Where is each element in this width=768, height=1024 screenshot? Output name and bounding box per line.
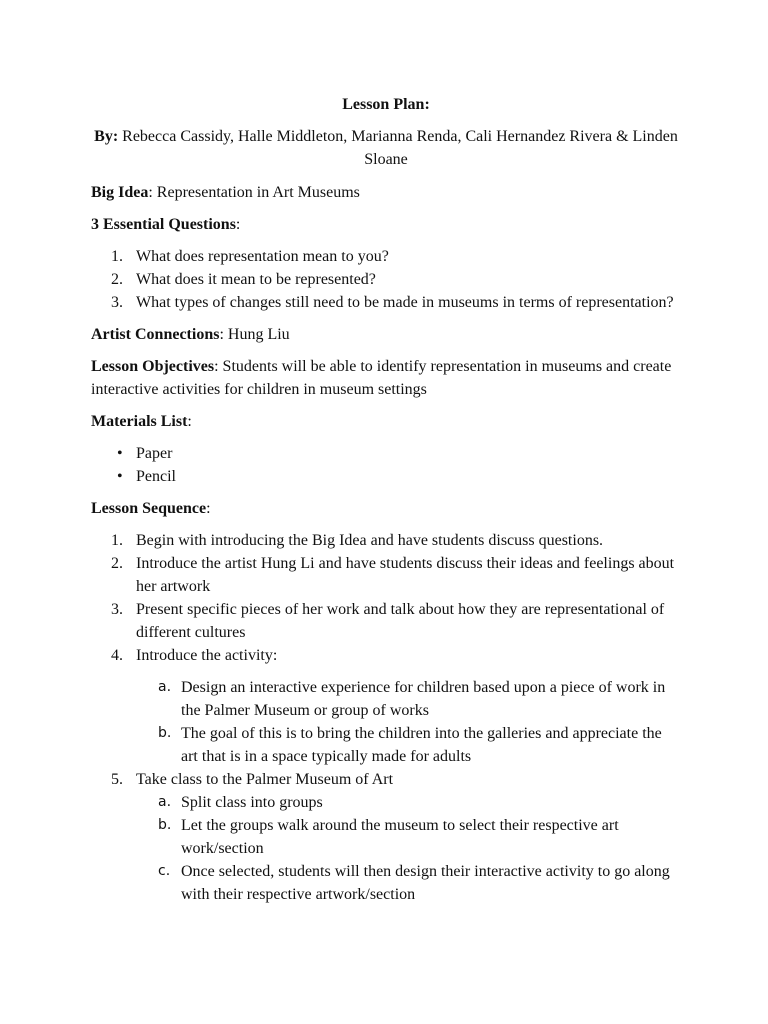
sub-list-item-text: The goal of this is to bring the children into the galleries and appreciate the art that is in a space typically made for adults bbox=[181, 725, 662, 765]
essential-questions-list bbox=[91, 245, 681, 314]
sub-list-activity bbox=[91, 676, 681, 768]
sub-list-item bbox=[91, 676, 681, 722]
list-item-text: Introduce the artist Hung Li and have students discuss their ideas and feelings about her artwork bbox=[136, 555, 675, 595]
sub-list-item-text: Design an interactive experience for children based upon a piece of work in the Palmer Museum or group of works bbox=[181, 679, 666, 719]
list-item bbox=[91, 245, 681, 268]
artist-connections bbox=[91, 323, 681, 346]
byline bbox=[91, 125, 681, 171]
list-item bbox=[91, 291, 681, 314]
sub-list-item bbox=[91, 722, 681, 768]
list-item-text: Present specific pieces of her work and talk about how they are representational of different cultures bbox=[136, 601, 665, 641]
sub-list-marker: a. bbox=[158, 679, 172, 695]
list-marker: 1. bbox=[111, 532, 123, 549]
list-item-text: What does it mean to be represented? bbox=[136, 271, 376, 288]
list-item-text: Paper bbox=[136, 445, 173, 462]
big-idea bbox=[91, 181, 681, 204]
list-item-text: What types of changes still need to be made in museums in terms of representation? bbox=[136, 294, 674, 311]
list-item bbox=[91, 465, 681, 488]
artist-connections-text: : Hung Liu bbox=[219, 326, 290, 343]
document-page bbox=[91, 93, 681, 906]
sub-list-marker: a. bbox=[158, 794, 172, 810]
materials-list bbox=[91, 442, 681, 488]
materials-label: Materials List bbox=[91, 413, 188, 430]
author-names: Rebecca Cassidy, Halle Middleton, Marianna Renda, Cali Hernandez Rivera & Linden Sloane bbox=[122, 128, 678, 168]
lesson-objectives-label: Lesson Objectives bbox=[91, 358, 215, 375]
lesson-sequence-label: Lesson Sequence bbox=[91, 500, 207, 517]
list-item bbox=[91, 268, 681, 291]
sub-list-item bbox=[91, 791, 681, 814]
sub-list-marker: b. bbox=[158, 725, 172, 741]
list-marker: 1. bbox=[111, 248, 123, 265]
sub-list-item-text: Split class into groups bbox=[181, 794, 323, 811]
materials-heading bbox=[91, 410, 681, 433]
sub-list-item bbox=[91, 814, 681, 860]
lesson-objectives bbox=[91, 355, 681, 401]
lesson-objectives-text: : Students will be able to identify representation in museums and create interactive activities for children in museum settings bbox=[91, 358, 672, 398]
big-idea-text: : Representation in Art Museums bbox=[148, 184, 360, 201]
list-item-text: Pencil bbox=[136, 468, 176, 485]
list-marker: 3. bbox=[111, 601, 123, 618]
list-item bbox=[91, 644, 681, 667]
list-item bbox=[91, 442, 681, 465]
list-marker: 3. bbox=[111, 294, 123, 311]
list-item bbox=[91, 552, 681, 598]
sub-list-marker: b. bbox=[158, 817, 172, 833]
essential-questions-label: 3 Essential Questions bbox=[91, 216, 236, 233]
heading-colon: : bbox=[235, 216, 241, 233]
list-item bbox=[91, 598, 681, 644]
bullet-icon: • bbox=[117, 468, 123, 485]
list-marker: 5. bbox=[111, 771, 123, 788]
lesson-sequence-heading bbox=[91, 497, 681, 520]
big-idea-label: Big Idea bbox=[91, 184, 149, 201]
sub-list-item-text: Let the groups walk around the museum to select their respective art work/section bbox=[181, 817, 619, 857]
sub-list-marker: c. bbox=[158, 863, 171, 879]
heading-colon: : bbox=[187, 413, 192, 430]
lesson-sequence-list-continued bbox=[91, 768, 681, 791]
list-item bbox=[91, 529, 681, 552]
sub-list-item-text: Once selected, students will then design their interactive activity to go along with their respective artwork/section bbox=[181, 863, 670, 903]
list-item-text: What does representation mean to you? bbox=[136, 248, 389, 265]
page-title: Lesson Plan: bbox=[342, 96, 430, 113]
list-marker: 2. bbox=[111, 555, 123, 572]
artist-connections-label: Artist Connections bbox=[91, 326, 220, 343]
essential-questions-heading bbox=[91, 213, 681, 236]
sub-list-item bbox=[91, 860, 681, 906]
list-item-text: Begin with introducing the Big Idea and have students discuss questions. bbox=[136, 532, 604, 549]
bullet-icon: • bbox=[117, 445, 123, 462]
byline-label: By: bbox=[94, 128, 119, 145]
heading-colon: : bbox=[206, 500, 211, 517]
sub-list-museum bbox=[91, 791, 681, 906]
list-item bbox=[91, 768, 681, 791]
list-marker: 2. bbox=[111, 271, 123, 288]
list-item-text: Introduce the activity: bbox=[136, 647, 278, 664]
list-item-text: Take class to the Palmer Museum of Art bbox=[136, 771, 394, 788]
lesson-sequence-list bbox=[91, 529, 681, 667]
list-marker: 4. bbox=[111, 647, 123, 664]
